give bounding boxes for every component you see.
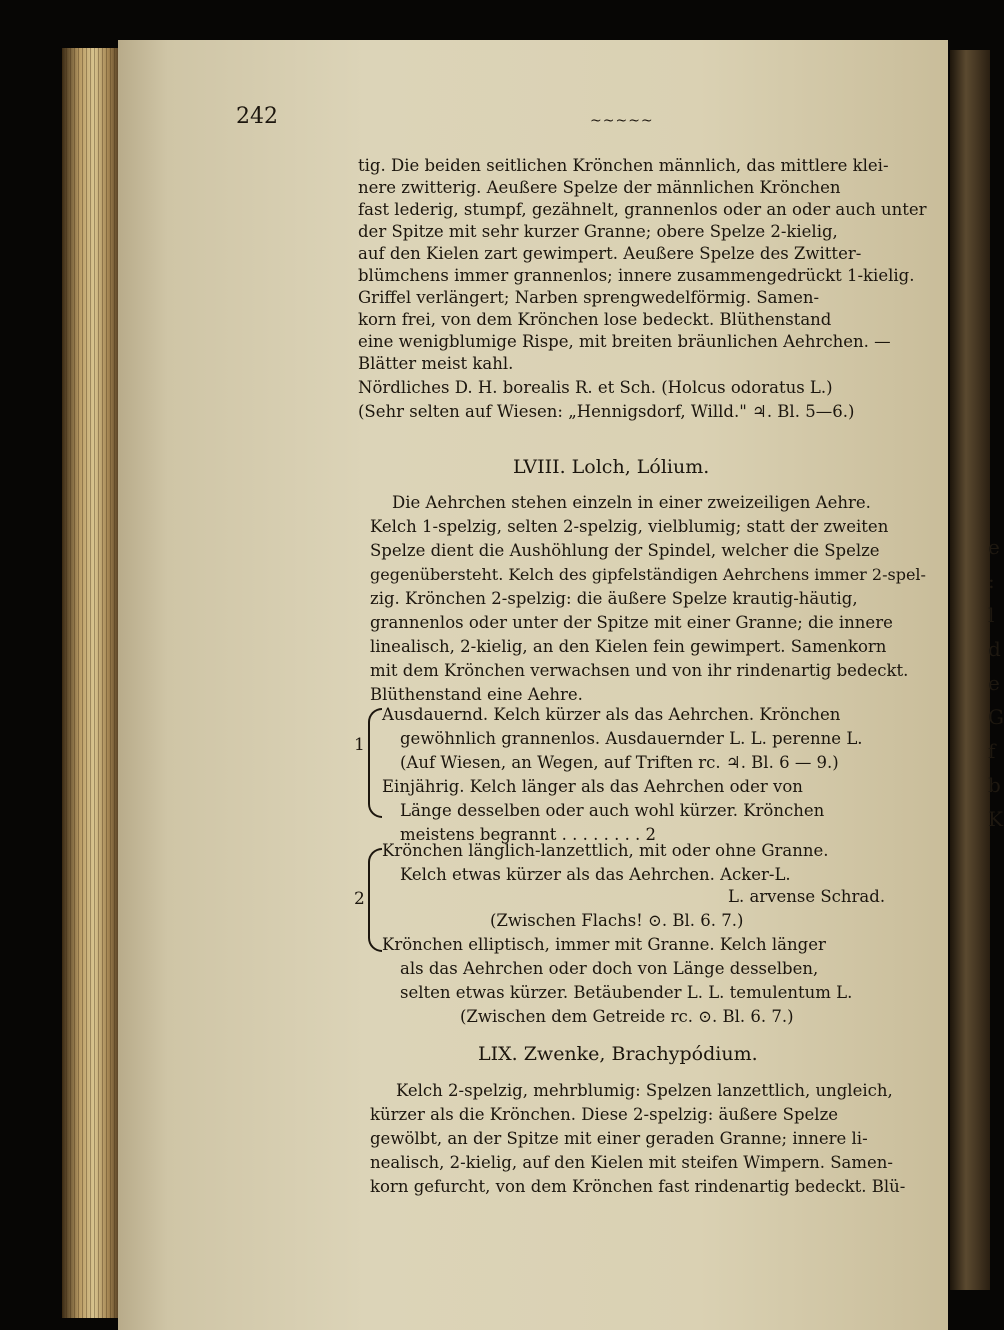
key-line: Einjährig. Kelch länger als das Aehrchen oder von: [382, 777, 803, 796]
text-line: Blüthenstand eine Aehre.: [370, 685, 583, 704]
text-line: der Spitze mit sehr kurzer Granne; obere Spelze 2-kielig,: [358, 222, 838, 241]
key-line: L. arvense Schrad.: [728, 887, 886, 906]
text-line: linealisch, 2-kielig, an den Kielen fein gewimpert. Samenkorn: [370, 637, 887, 656]
facing-page-fragment: [988, 530, 1004, 836]
key-line: (Zwischen Flachs! ⊙. Bl. 6. 7.): [490, 911, 744, 930]
fragment-letter: l: [988, 603, 995, 627]
text-line: korn gefurcht, von dem Krönchen fast rindenartig bedeckt. Blü-: [370, 1177, 906, 1196]
fragment-letter: d: [988, 637, 1001, 661]
page-edge-texture: [62, 48, 120, 1318]
text-line: Griffel verlängert; Narben sprengwedelförmig. Samen-: [358, 288, 820, 307]
key-number-1: 1: [354, 735, 365, 755]
fragment-letter: f: [988, 739, 996, 763]
key-line: als das Aehrchen oder doch von Länge desselben,: [400, 959, 819, 978]
text-line: gegenübersteht. Kelch des gipfelständigen Aehrchens immer 2-spel-: [370, 565, 926, 584]
key-brace-2: [368, 848, 382, 952]
section-heading-lix: LIX. Zwenke, Brachypódium.: [478, 1043, 758, 1065]
page-number: 242: [236, 104, 278, 129]
key-brace-1: [368, 708, 382, 818]
text-line: Kelch 1-spelzig, selten 2-spelzig, vielblumig; statt der zweiten: [370, 517, 889, 536]
text-line: nealisch, 2-kielig, auf den Kielen mit steifen Wimpern. Samen-: [370, 1153, 893, 1172]
text-line: Kelch 2-spelzig, mehrblumig: Spelzen lanzettlich, ungleich,: [396, 1081, 893, 1100]
book-page-edges: [62, 48, 120, 1318]
key-line: Krönchen länglich-lanzettlich, mit oder ohne Granne.: [382, 841, 829, 860]
text-line: tig. Die beiden seitlichen Krönchen männlich, das mittlere klei-: [358, 156, 889, 175]
text-line: fast lederig, stumpf, gezähnelt, grannenlos oder an oder auch unter: [358, 200, 927, 219]
text-line: eine wenigblumige Rispe, mit breiten bräunlichen Aehrchen. —: [358, 332, 891, 351]
text-line: Die Aehrchen stehen einzeln in einer zweizeiligen Aehre.: [392, 493, 871, 512]
text-line: blümchens immer grannenlos; innere zusammengedrückt 1-kielig.: [358, 266, 915, 285]
text-line: nere zwitterig. Aeußere Spelze der männlichen Krönchen: [358, 178, 841, 197]
section-heading-lviii: LVIII. Lolch, Lólium.: [513, 456, 710, 478]
key-line: Ausdauernd. Kelch kürzer als das Aehrchen. Krönchen: [382, 705, 841, 724]
key-line: (Auf Wiesen, an Wegen, auf Triften rc. ♃. Bl. 6 — 9.): [400, 753, 839, 772]
fragment-letter: e: [988, 535, 1000, 559]
text-line: auf den Kielen zart gewimpert. Aeußere Spelze des Zwitter-: [358, 244, 862, 263]
text-line: Spelze dient die Aushöhlung der Spindel, welcher die Spelze: [370, 541, 880, 560]
text-line: korn frei, von dem Krönchen lose bedeckt. Blüthenstand: [358, 310, 832, 329]
text-line: gewölbt, an der Spitze mit einer geraden Granne; innere li-: [370, 1129, 868, 1148]
key-line: Kelch etwas kürzer als das Aehrchen. Acker-L.: [400, 865, 791, 884]
facing-page-edge: [950, 50, 990, 1290]
fragment-letter: :: [988, 569, 995, 593]
key-line: Länge desselben oder auch wohl kürzer. Krönchen: [400, 801, 825, 820]
text-line: mit dem Krönchen verwachsen und von ihr rindenartig bedeckt.: [370, 661, 909, 680]
text-line: Blätter meist kahl.: [358, 354, 514, 373]
key-line: selten etwas kürzer. Betäubender L. L. temulentum L.: [400, 983, 853, 1002]
habitat-line: (Sehr selten auf Wiesen: „Hennigsdorf, Willd." ♃. Bl. 5—6.): [358, 402, 855, 421]
fragment-letter: b: [988, 773, 1001, 797]
text-line: zig. Krönchen 2-spelzig: die äußere Spelze krautig-häutig,: [370, 589, 858, 608]
key-number-2: 2: [354, 889, 365, 909]
header-ornament: ~~~~~: [590, 113, 654, 129]
fragment-letter: K: [988, 807, 1003, 831]
key-line: (Zwischen dem Getreide rc. ⊙. Bl. 6. 7.): [460, 1007, 794, 1026]
fragment-letter: G: [988, 705, 1004, 729]
key-line: Krönchen elliptisch, immer mit Granne. Kelch länger: [382, 935, 826, 954]
key-line: meistens begrannt . . . . . . . . 2: [400, 825, 657, 844]
text-line: grannenlos oder unter der Spitze mit einer Granne; die innere: [370, 613, 893, 632]
text-line: kürzer als die Krönchen. Diese 2-spelzig: äußere Spelze: [370, 1105, 839, 1124]
key-line: gewöhnlich grannenlos. Ausdauernder L. L. perenne L.: [400, 729, 863, 748]
fragment-letter: e: [988, 671, 1000, 695]
species-line: Nördliches D. H. borealis R. et Sch. (Holcus odoratus L.): [358, 378, 833, 397]
